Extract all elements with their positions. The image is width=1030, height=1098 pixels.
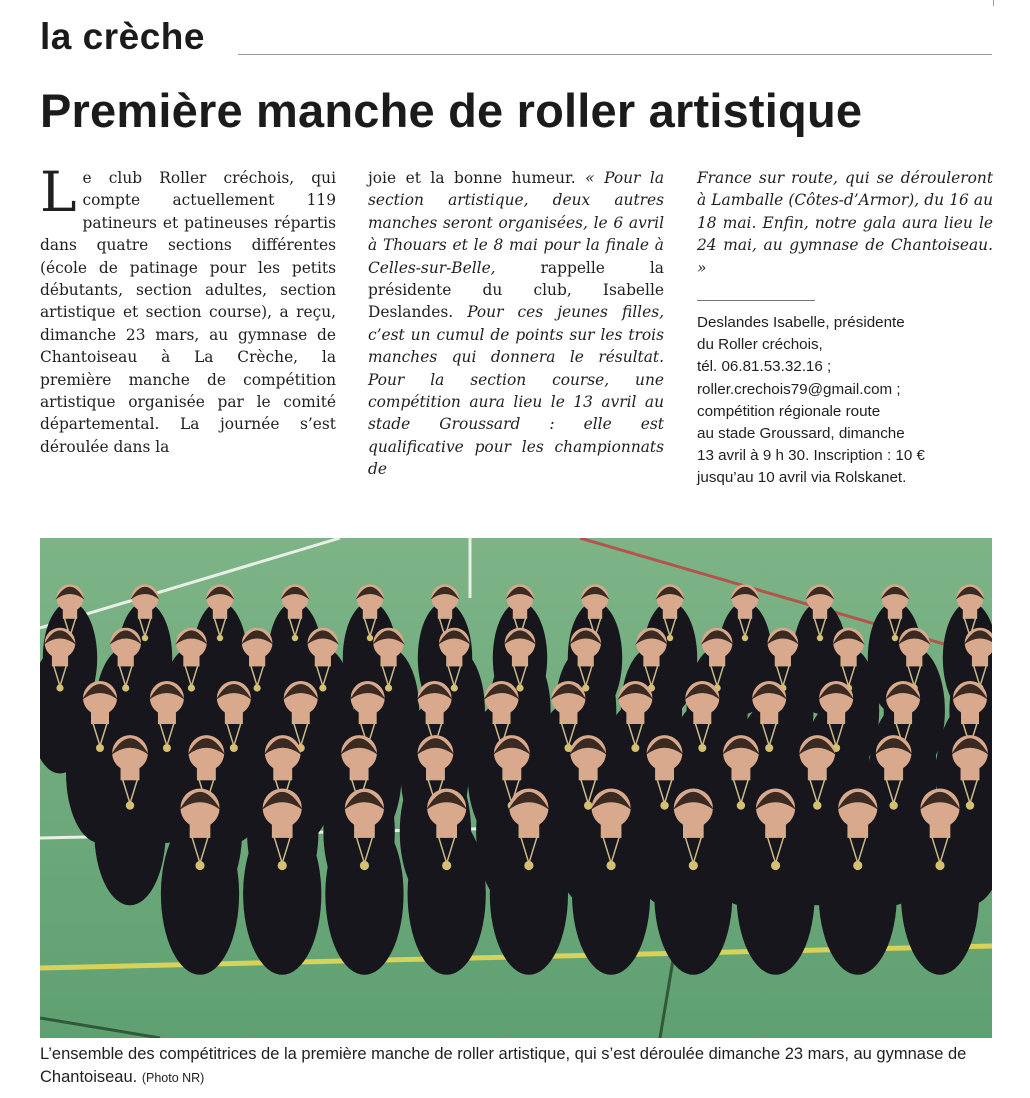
medal — [742, 635, 748, 641]
info-line: jusqu’au 10 avril via Rolskanet. — [697, 469, 907, 487]
info-line: du Roller créchois, — [697, 336, 823, 354]
info-line: Deslandes Isabelle, présidente — [697, 314, 905, 331]
quote-part-1: « Pour la section artistique, deux autres manches seront organisées, le 6 avril à Thouars et le 8 mai pour la finale à Celles-sur-Belle, — [368, 169, 664, 277]
section-rule — [238, 54, 992, 55]
quote-attribution: rappelle la présidente du club, Isabelle Deslandes. — [368, 258, 664, 322]
section-heading: la crèche — [40, 16, 205, 57]
skaters-group — [40, 584, 992, 974]
medal — [451, 684, 458, 691]
quote-part-3: France sur route, qui se dérouleront à Lamballe (Côtes-d’Armor), du 16 au 18 mai. Enfin, notre gala aura lieu le 24 mai, au gymnase de Chantoiseau. » — [697, 169, 993, 277]
medal — [56, 684, 63, 691]
skater-body — [736, 814, 814, 975]
medal — [817, 635, 823, 641]
drop-cap: L — [40, 160, 77, 224]
medal — [667, 635, 673, 641]
medal — [689, 861, 698, 870]
medal — [853, 861, 862, 870]
medal — [292, 635, 298, 641]
group-photo-illustration — [40, 538, 992, 1038]
group-photo — [40, 538, 992, 1038]
medal — [96, 744, 104, 752]
medal — [892, 635, 898, 641]
info-phone: tél. 06.81.53.32.16 ; — [697, 358, 832, 376]
medal — [660, 801, 668, 809]
skater-body — [408, 814, 486, 975]
medal — [516, 684, 523, 691]
skater-body — [819, 814, 897, 975]
info-line: compétition régionale route — [697, 402, 881, 420]
medal — [607, 861, 616, 870]
medal — [195, 861, 204, 870]
medal — [142, 635, 148, 641]
medal — [584, 801, 592, 809]
article-text-col1: e club Roller créchois, qui compte actuellement 119 patineurs et patineuses répartis dans quatre sections différentes (école de patinage pour les petits débutants, section adultes, section artistique et section course), a reçu, dimanche 23 mars, au gymnase de Chantoiseau à La Crèche, la première manche de compétition artistique organisée par le comité départemental. La journée s’est déroulée dans la — [40, 169, 336, 456]
skater-body — [654, 814, 732, 975]
caption-text: L’ensemble des compétitrices de la première manche de roller artistique, qui s’est déroulée dimanche 23 mars, au gymnase de Chantoiseau. — [40, 1045, 967, 1086]
page-edge-mark — [993, 0, 994, 6]
medal — [889, 801, 897, 809]
medal — [126, 801, 134, 809]
medal — [367, 635, 373, 641]
medal — [163, 744, 171, 752]
medal — [188, 684, 195, 691]
info-line: 13 avril à 9 h 30. Inscription : 10 € — [697, 447, 925, 465]
medal — [765, 744, 773, 752]
medal — [230, 744, 238, 752]
skater-body — [161, 814, 239, 975]
skater-body — [490, 814, 568, 975]
medal — [813, 801, 821, 809]
medal — [360, 861, 369, 870]
skater-body — [243, 814, 321, 975]
photo-credit: (Photo NR) — [141, 1071, 205, 1085]
quote-part-2: Pour ces jeunes filles, c’est un cumul de points sur les trois manches qui donnera le résultat. Pour la section course, une compétition aura lieu le 13 avril au stade Groussard : elle est qualificative pour les championnats de — [368, 303, 665, 479]
medal — [631, 744, 639, 752]
info-divider — [697, 300, 815, 301]
skater-body — [901, 814, 979, 975]
medal — [737, 801, 745, 809]
medal — [771, 861, 780, 870]
medal — [122, 684, 129, 691]
skater-body — [572, 814, 650, 975]
photo-caption — [40, 1043, 1000, 1090]
article-column-1 — [40, 160, 336, 458]
medal — [524, 861, 533, 870]
info-line: au stade Groussard, dimanche — [697, 425, 905, 443]
info-email: roller.crechois79@gmail.com ; — [697, 380, 901, 398]
info-box — [697, 312, 997, 490]
medal — [935, 861, 944, 870]
medal — [217, 635, 223, 641]
article-headline: Première manche de roller artistique — [40, 84, 863, 137]
medal — [385, 684, 392, 691]
medal — [442, 861, 451, 870]
article-column-3 — [697, 167, 993, 279]
medal — [278, 861, 287, 870]
medal — [966, 801, 974, 809]
article-column-2 — [368, 167, 664, 481]
skater-body — [325, 814, 403, 975]
medal — [254, 684, 261, 691]
medal — [698, 744, 706, 752]
medal — [319, 684, 326, 691]
article-text-col2: joie et la bonne humeur. — [368, 169, 586, 187]
